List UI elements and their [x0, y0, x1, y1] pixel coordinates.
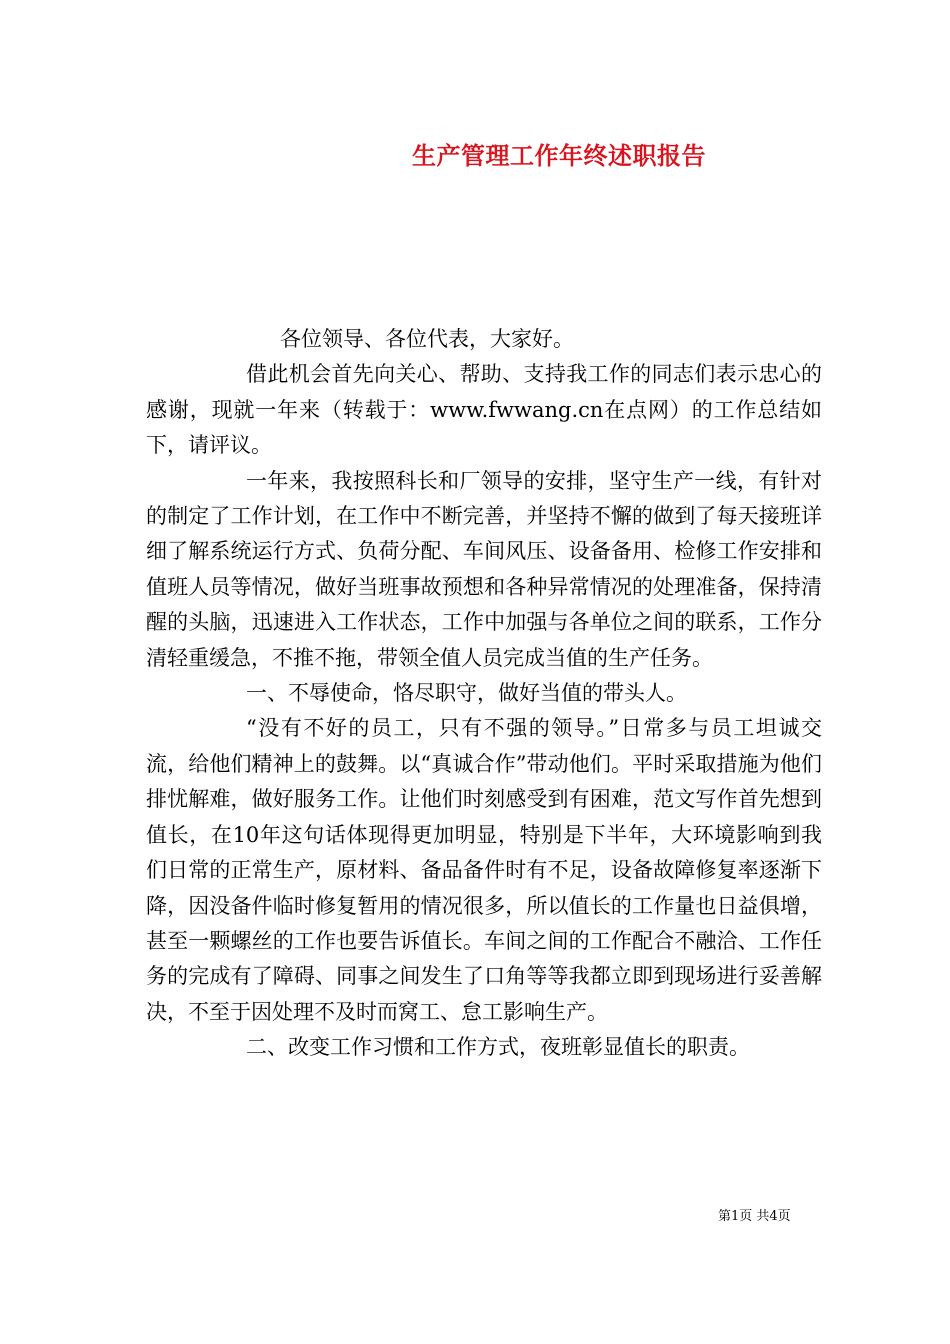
section-heading-1: 一、不辱使命，恪尽职守，做好当值的带头人。 [246, 681, 687, 706]
greeting-paragraph: 各位领导、各位代表，大家好。 [280, 327, 574, 351]
summary-paragraph: 一年来，我按照科长和厂领导的安排，坚守生产一线，有针对的制定了工作计划，在工作中不断完善，并坚持不懈的做到了每天接班详细了解系统运行方式、负荷分配、车间风压、设备备用、检修工作安排和值班人员等情况，做好当班事故预想和各种异常情况的处理准备，保持清醒的头脑，迅速进入工作状态，工作中加强与各单位之间的联系，工作分清轻重缓急，不推不拖，带领全值人员完成当值的生产任务。 [146, 468, 822, 670]
section-heading-2: 二、改变工作习惯和工作方式，夜班彰显值长的职责。 [246, 1035, 750, 1060]
section-1-paragraph: “没有不好的员工，只有不强的领导。”日常多与员工坦诚交流，给他们精神上的鼓舞。以“真诚合作”带动他们。平时采取措施为他们排忧解难，做好服务工作。让他们时刻感受到有困难，范文写作首先想到值长，在10年这句话体现得更加明显，特别是下半年，大环境影响到我们日常的正常生产，原材料、备品备件时有不足，设备故障修复率逐渐下降，因没备件临时修复暂用的情况很多，所以值长的工作量也日益俱增，甚至一颗螺丝的工作也要告诉值长。车间之间的工作配合不融洽、工作任务的完成有了障碍、同事之间发生了口角等等我都立即到现场进行妥善解决，不至于因处理不及时而窝工、怠工影响生产。 [146, 716, 822, 1024]
document-body [146, 322, 822, 1066]
thanks-paragraph: 借此机会首先向关心、帮助、支持我工作的同志们表示忠心的感谢，现就一年来（转载于：www.fwwang.cn在点网）的工作总结如下，请评议。 [146, 362, 822, 458]
document-title: 生产管理工作年终述职报告 [412, 141, 706, 170]
page-number-footer: 第1页 共4页 [718, 1209, 791, 1224]
